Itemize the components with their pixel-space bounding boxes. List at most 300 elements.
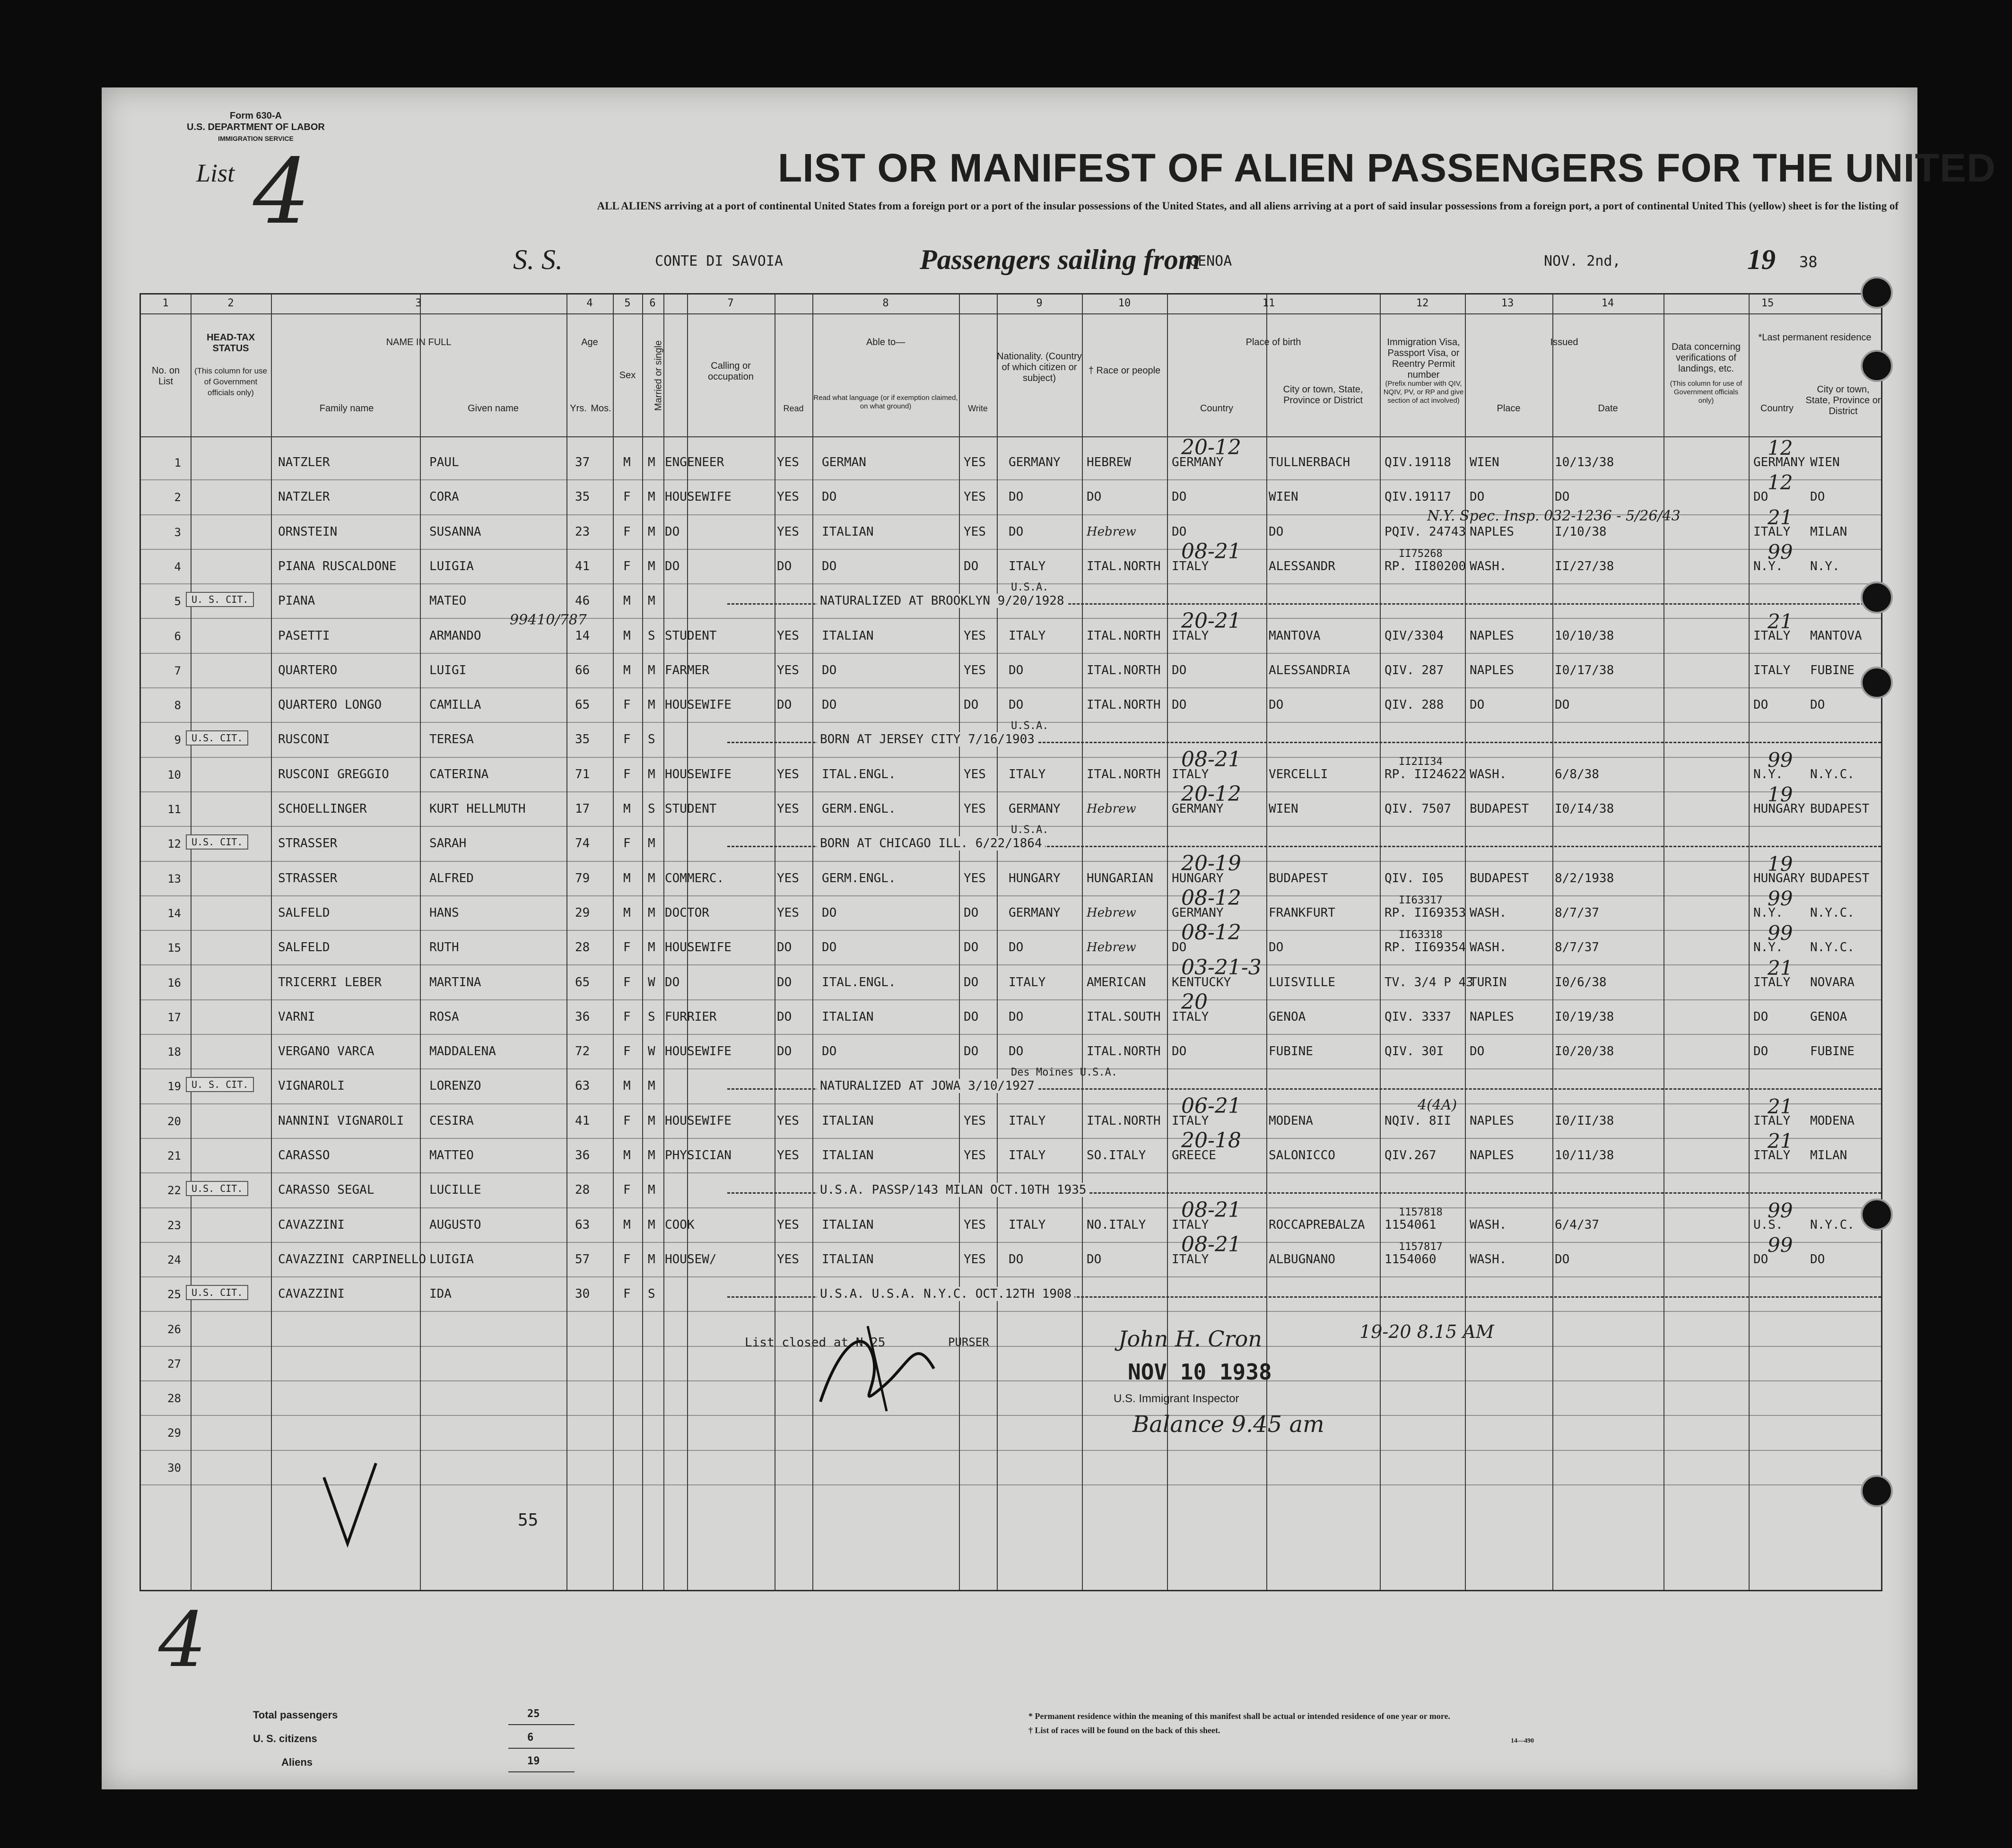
- sex: F: [623, 1113, 631, 1128]
- visa-number: 1154061: [1385, 1217, 1437, 1232]
- page-count: 55: [518, 1510, 539, 1530]
- marital-status: M: [648, 940, 655, 955]
- visa-number: QIV.267: [1385, 1148, 1437, 1163]
- header-age-mos: Mos.: [591, 403, 611, 414]
- aliens-label: Aliens: [281, 1756, 313, 1768]
- row-number: 21: [167, 1149, 181, 1163]
- given-name: CATERINA: [429, 767, 489, 781]
- birth-city: FRANKFURT: [1269, 905, 1335, 920]
- residence-city: DO: [1810, 490, 1825, 504]
- sex: F: [623, 940, 631, 955]
- birth-country: DO: [1172, 490, 1187, 504]
- age-years: 37: [575, 455, 590, 469]
- given-name: KURT HELLMUTH: [429, 802, 526, 816]
- issued-date: DO: [1555, 490, 1570, 504]
- issued-place: DO: [1470, 1044, 1485, 1059]
- header-residence-country: Country: [1760, 403, 1794, 414]
- residence-code: 99: [1768, 540, 1793, 564]
- given-name: LUIGIA: [429, 559, 474, 573]
- residence-city: N.Y.C.: [1810, 1217, 1855, 1232]
- header-visa-note: (Prefix number with QIV, NQIV, PV, or RP and give section of act involved): [1383, 380, 1464, 405]
- issued-date: 8/2/1938: [1555, 871, 1614, 885]
- sex: F: [623, 767, 631, 781]
- family-name: QUARTERO: [278, 663, 338, 677]
- birth-city: VERCELLI: [1269, 767, 1328, 781]
- col-number-15: 15: [1761, 297, 1774, 309]
- read-language: ITALIAN: [822, 1009, 874, 1024]
- birth-city: MANTOVA: [1269, 628, 1321, 643]
- occupation: STUDENT: [665, 802, 717, 816]
- residence-country: DO: [1753, 1009, 1768, 1024]
- family-name: NATZLER: [278, 455, 330, 469]
- occupation: HOUSEW/: [665, 1252, 717, 1267]
- residence-country: ITALY: [1753, 628, 1791, 643]
- can-read: YES: [777, 524, 799, 539]
- issued-date: I0/I4/38: [1555, 802, 1614, 816]
- row-number: 10: [167, 768, 181, 781]
- visa-number: RP. II24622: [1385, 767, 1466, 781]
- birth-city: MODENA: [1269, 1113, 1313, 1128]
- can-read: YES: [777, 628, 799, 643]
- row-number: 12: [167, 837, 181, 851]
- row-number: 23: [167, 1218, 181, 1232]
- marital-status: S: [648, 1009, 655, 1024]
- col-number-5: 5: [624, 297, 631, 309]
- residence-code: 99: [1768, 1198, 1793, 1222]
- residence-country: ITALY: [1753, 663, 1791, 677]
- marital-status: M: [648, 594, 655, 608]
- residence-country: ITALY: [1753, 1148, 1791, 1163]
- nationality: DO: [1009, 1044, 1024, 1059]
- table-row: [141, 1093, 1881, 1139]
- sex: F: [623, 559, 631, 573]
- race: Hebrew: [1087, 940, 1136, 955]
- race: DO: [1087, 1252, 1102, 1267]
- can-read: YES: [777, 802, 799, 816]
- occupation: COMMERC.: [665, 871, 724, 885]
- given-name: ALFRED: [429, 871, 474, 885]
- sex: F: [623, 1009, 631, 1024]
- race: ITAL.NORTH: [1087, 628, 1161, 643]
- table-row: [141, 435, 1881, 480]
- marital-status: M: [648, 871, 655, 885]
- visa-number: RP. II69354: [1385, 940, 1466, 955]
- table-row: [141, 782, 1881, 827]
- marital-status: M: [648, 455, 655, 469]
- us-citizen-stamp: U.S. CIT.: [186, 1285, 248, 1300]
- issued-date: I/10/38: [1555, 524, 1607, 539]
- marital-status: S: [648, 732, 655, 747]
- can-read: YES: [777, 1113, 799, 1128]
- table-row: [141, 1232, 1881, 1277]
- issued-place: DO: [1470, 698, 1485, 712]
- family-name: CARASSO SEGAL: [278, 1183, 375, 1197]
- handwritten-code: 08-21: [1181, 539, 1241, 564]
- total-passengers-label: Total passengers: [253, 1709, 338, 1721]
- can-read: YES: [777, 767, 799, 781]
- nationality: DO: [1009, 490, 1024, 504]
- table-row: [141, 608, 1881, 654]
- visa-number-secondary: II2II34: [1399, 755, 1443, 768]
- read-language: DO: [822, 559, 837, 573]
- table-row: [141, 688, 1881, 723]
- col-number-2: 2: [227, 297, 234, 309]
- residence-city: N.Y.C.: [1810, 905, 1855, 920]
- issued-place: NAPLES: [1470, 628, 1514, 643]
- residence-country: HUNGARY: [1753, 802, 1805, 816]
- nationality: ITALY: [1009, 628, 1046, 643]
- table-row: [141, 581, 1881, 619]
- row-number: 7: [174, 664, 181, 677]
- birth-country: GERMANY: [1172, 802, 1224, 816]
- issued-place: BUDAPEST: [1470, 871, 1529, 885]
- handwritten-annotation: 4(4A): [1418, 1096, 1457, 1113]
- handwritten-code: 20-12: [1181, 782, 1241, 806]
- can-write: YES: [964, 802, 986, 816]
- can-read: YES: [777, 871, 799, 885]
- birth-city: BUDAPEST: [1269, 871, 1328, 885]
- marital-status: M: [648, 767, 655, 781]
- row-number: 27: [167, 1357, 181, 1371]
- handwritten-annotation: N.Y. Spec. Insp. 032-1236 - 5/26/43: [1427, 507, 1681, 524]
- occupation: STUDENT: [665, 628, 717, 643]
- row-number: 17: [167, 1010, 181, 1024]
- header-name-in-full: NAME IN FULL: [386, 337, 452, 347]
- us-citizen-stamp: U.S. CIT.: [186, 730, 248, 746]
- header-landing-note: (This column for use of Government officials only): [1670, 380, 1742, 405]
- page-title: LIST OR MANIFEST OF ALIEN PASSENGERS FOR THE UNITED: [778, 146, 1996, 190]
- header-race: † Race or people: [1088, 365, 1161, 376]
- race: Hebrew: [1087, 802, 1136, 816]
- header-no-on-list: No. on List: [152, 365, 180, 387]
- residence-city: FUBINE: [1810, 663, 1855, 677]
- row-number: 25: [167, 1288, 181, 1301]
- family-name: SALFELD: [278, 940, 330, 955]
- nationality: DO: [1009, 524, 1024, 539]
- residence-city: FUBINE: [1810, 1044, 1855, 1059]
- nationality: ITALY: [1009, 767, 1046, 781]
- inspection-balance-note: Balance 9.45 am: [1132, 1411, 1324, 1438]
- issued-date: I0/20/38: [1555, 1044, 1614, 1059]
- marital-status: S: [648, 628, 655, 643]
- table-row: [141, 1035, 1881, 1069]
- footnote-residence: * Permanent residence within the meaning of this manifest shall be actual or intended residence of one year or more.: [1028, 1711, 1450, 1721]
- family-name: STRASSER: [278, 871, 338, 885]
- read-language: ITALIAN: [822, 1113, 874, 1128]
- occupation: FARMER: [665, 663, 709, 677]
- residence-code: 99: [1768, 886, 1793, 910]
- age-years: 17: [575, 802, 590, 816]
- ship-name: CONTE DI SAVOIA: [655, 253, 783, 269]
- age-years: 41: [575, 1113, 590, 1128]
- table-row: [141, 920, 1881, 965]
- citizenship-note: NATURALIZED AT BROOKLYN 9/20/1928: [817, 594, 1067, 608]
- sex: M: [623, 905, 631, 920]
- issued-date: II/27/38: [1555, 559, 1614, 573]
- issued-date: 8/7/37: [1555, 940, 1599, 955]
- age-years: 36: [575, 1009, 590, 1024]
- handwritten-code: 08-21: [1181, 747, 1241, 772]
- given-name: MADDALENA: [429, 1044, 496, 1059]
- occupation: DOCTOR: [665, 905, 709, 920]
- visa-number: QIV. 3337: [1385, 1009, 1451, 1024]
- family-name: PASETTI: [278, 628, 330, 643]
- given-name: CAMILLA: [429, 698, 481, 712]
- can-write: YES: [964, 628, 986, 643]
- col-number-7: 7: [727, 297, 734, 309]
- page-subtitle: ALL ALIENS arriving at a port of continental United States from a foreign port or a port of the insular possessions of the United States, and all aliens arriving at a port of said insular possessions from a foreign port, a port of continental United This (yellow) sheet is for the listing of: [597, 200, 1899, 212]
- ss-label: S. S.: [513, 244, 563, 275]
- birth-country: DO: [1172, 1044, 1187, 1059]
- can-write: YES: [964, 490, 986, 504]
- race: HUNGARIAN: [1087, 871, 1153, 885]
- manifest-footer: [139, 1591, 1880, 1789]
- given-name: TERESA: [429, 732, 474, 747]
- occupation: ENGENEER: [665, 455, 724, 469]
- given-name: IDA: [429, 1287, 452, 1301]
- visa-number: QIV.19118: [1385, 455, 1451, 469]
- family-name: STRASSER: [278, 836, 338, 851]
- birth-city: TULLNERBACH: [1269, 455, 1350, 469]
- table-row: [141, 1312, 1881, 1347]
- read-language: DO: [822, 905, 837, 920]
- given-name: MARTINA: [429, 975, 481, 989]
- row-number: 24: [167, 1253, 181, 1267]
- header-calling: Calling or occupation: [708, 361, 754, 382]
- marital-status: M: [648, 663, 655, 677]
- inspector-stamp-title: U.S. Immigrant Inspector: [1114, 1392, 1239, 1405]
- citizenship-country: U.S.A.: [1011, 581, 1049, 594]
- purser-signature: [811, 1317, 953, 1421]
- visa-number: PQIV. 24743: [1385, 524, 1466, 539]
- visa-number: QIV/3304: [1385, 628, 1444, 643]
- can-write: YES: [964, 1252, 986, 1267]
- table-row: [141, 1069, 1881, 1104]
- read-language: GERM.ENGL.: [822, 802, 896, 816]
- residence-code: 12: [1768, 436, 1793, 460]
- age-years: 30: [575, 1287, 590, 1301]
- visa-number: QIV. 287: [1385, 663, 1444, 677]
- age-years: 36: [575, 1148, 590, 1163]
- issued-date: 6/4/37: [1555, 1217, 1599, 1232]
- header-birth-city: City or town, State, Province or District: [1283, 384, 1363, 406]
- table-row: [141, 1277, 1881, 1312]
- handwritten-code: 06-21: [1181, 1093, 1241, 1118]
- nationality: ITALY: [1009, 1148, 1046, 1163]
- marital-status: M: [648, 698, 655, 712]
- visa-number: RP. II69353: [1385, 905, 1466, 920]
- issued-date: I0/17/38: [1555, 663, 1614, 677]
- residence-country: N.Y.: [1753, 767, 1783, 781]
- table-row: [141, 747, 1881, 792]
- residence-code: 21: [1768, 505, 1793, 529]
- given-name: MATTEO: [429, 1148, 474, 1163]
- occupation: DO: [665, 559, 680, 573]
- visa-number-secondary: 1157817: [1399, 1241, 1443, 1253]
- col-number-9: 9: [1036, 297, 1043, 309]
- family-name: RUSCONI: [278, 732, 330, 747]
- row-number: 6: [174, 629, 181, 643]
- visa-number-secondary: II63318: [1399, 929, 1443, 941]
- citizenship-note: BORN AT JERSEY CITY 7/16/1903: [817, 732, 1037, 746]
- nationality: DO: [1009, 1009, 1024, 1024]
- family-name: CARASSO: [278, 1148, 330, 1163]
- can-write: YES: [964, 455, 986, 469]
- birth-country: GERMANY: [1172, 905, 1224, 920]
- nationality: DO: [1009, 698, 1024, 712]
- sex: F: [623, 490, 631, 504]
- can-write: DO: [964, 905, 979, 920]
- can-write: YES: [964, 663, 986, 677]
- us-citizens-label: U. S. citizens: [253, 1733, 317, 1744]
- header-write: Write: [968, 404, 988, 413]
- given-name: RUTH: [429, 940, 459, 955]
- table-row: [141, 1173, 1881, 1208]
- can-read: DO: [777, 698, 792, 712]
- sex: M: [623, 1148, 631, 1163]
- citizenship-country: U.S.A.: [1011, 720, 1049, 732]
- birth-city: GENOA: [1269, 1009, 1306, 1024]
- residence-city: GENOA: [1810, 1009, 1847, 1024]
- punch-hole-icon: [1861, 667, 1893, 699]
- citizenship-note: U.S.A. U.S.A. N.Y.C. OCT.12TH 1908: [817, 1287, 1074, 1301]
- row-number: 3: [174, 525, 181, 539]
- row-number: 16: [167, 976, 181, 989]
- table-row: [141, 539, 1881, 584]
- birth-city: ALESSANDR: [1269, 559, 1335, 573]
- col-number-12: 12: [1416, 297, 1429, 309]
- occupation: HOUSEWIFE: [665, 940, 732, 955]
- residence-country: DO: [1753, 1252, 1768, 1267]
- given-name: CORA: [429, 490, 459, 504]
- sex: F: [623, 1183, 631, 1197]
- age-years: 72: [575, 1044, 590, 1059]
- occupation: PHYSICIAN: [665, 1148, 732, 1163]
- residence-code: 21: [1768, 609, 1793, 633]
- issued-place: WASH.: [1470, 940, 1507, 955]
- corner-number: 4: [158, 1596, 207, 1684]
- col-number-10: 10: [1118, 297, 1131, 309]
- row-number: 4: [174, 560, 181, 573]
- issued-place: WASH.: [1470, 1252, 1507, 1267]
- occupation: FURRIER: [665, 1009, 717, 1024]
- given-name: LUIGIA: [429, 1252, 474, 1267]
- residence-code: 99: [1768, 1233, 1793, 1257]
- birth-city: LUISVILLE: [1269, 975, 1335, 989]
- issued-place: WASH.: [1470, 767, 1507, 781]
- can-read: YES: [777, 905, 799, 920]
- us-citizen-stamp: U. S. CIT.: [186, 592, 254, 607]
- given-name: LUIGI: [429, 663, 467, 677]
- birth-country: DO: [1172, 663, 1187, 677]
- sex: M: [623, 628, 631, 643]
- citizenship-country: Des Moines U.S.A.: [1011, 1067, 1118, 1079]
- residence-country: N.Y.: [1753, 905, 1783, 920]
- purser-label: PURSER: [948, 1336, 989, 1349]
- header-sex: Sex: [619, 370, 636, 381]
- age-years: 41: [575, 559, 590, 573]
- can-write: DO: [964, 559, 979, 573]
- residence-code: 21: [1768, 956, 1793, 980]
- sex: M: [623, 871, 631, 885]
- table-row: [141, 955, 1881, 1000]
- table-row: [141, 1381, 1881, 1416]
- row-number: 19: [167, 1080, 181, 1093]
- can-write: YES: [964, 1148, 986, 1163]
- family-name: VERGANO VARCA: [278, 1044, 375, 1059]
- punch-hole-icon: [1861, 1198, 1893, 1231]
- race: ITAL.SOUTH: [1087, 1009, 1161, 1024]
- departure-date: NOV. 2nd,: [1544, 253, 1621, 269]
- visa-number: QIV. 7507: [1385, 802, 1451, 816]
- sex: F: [623, 975, 631, 989]
- form-service: IMMIGRATION SERVICE: [218, 135, 294, 142]
- row-number: 26: [167, 1322, 181, 1336]
- occupation: HOUSEWIFE: [665, 490, 732, 504]
- issued-date: 6/8/38: [1555, 767, 1599, 781]
- can-read: DO: [777, 1009, 792, 1024]
- can-write: YES: [964, 524, 986, 539]
- can-write: DO: [964, 1044, 979, 1059]
- residence-city: BUDAPEST: [1810, 871, 1870, 885]
- table-row: [141, 885, 1881, 931]
- given-name: CESIRA: [429, 1113, 474, 1128]
- can-read: YES: [777, 663, 799, 677]
- can-read: DO: [777, 975, 792, 989]
- birth-country: DO: [1172, 940, 1187, 955]
- occupation: COOK: [665, 1217, 695, 1232]
- read-language: ITALIAN: [822, 1148, 874, 1163]
- list-label: List: [196, 159, 235, 187]
- age-years: 46: [575, 594, 590, 608]
- marital-status: M: [648, 524, 655, 539]
- year-prefix: 19: [1747, 244, 1776, 275]
- visa-number: QIV. I05: [1385, 871, 1444, 885]
- us-citizens-value: 6: [527, 1732, 534, 1744]
- residence-city: N.Y.C.: [1810, 940, 1855, 955]
- can-write: YES: [964, 767, 986, 781]
- residence-city: BUDAPEST: [1810, 802, 1870, 816]
- inspector-signature: John H. Cron: [1118, 1326, 1262, 1352]
- header-married: Married or single: [653, 340, 664, 411]
- read-language: ITALIAN: [822, 524, 874, 539]
- residence-city: MODENA: [1810, 1113, 1855, 1128]
- age-years: 57: [575, 1252, 590, 1267]
- residence-code: 99: [1768, 748, 1793, 772]
- age-years: 79: [575, 871, 590, 885]
- issued-date: 10/10/38: [1555, 628, 1614, 643]
- sex: F: [623, 698, 631, 712]
- row-number: 8: [174, 699, 181, 712]
- nationality: ITALY: [1009, 1217, 1046, 1232]
- residence-city: N.Y.C.: [1810, 767, 1855, 781]
- race: ITAL.NORTH: [1087, 767, 1161, 781]
- given-name: MATEO: [429, 594, 467, 608]
- nationality: HUNGARY: [1009, 871, 1061, 885]
- header-residence-city: City or town, State, Province or District: [1805, 384, 1881, 416]
- sex: F: [623, 1044, 631, 1059]
- race: AMERICAN: [1087, 975, 1146, 989]
- can-write: DO: [964, 940, 979, 955]
- can-write: DO: [964, 1009, 979, 1024]
- nationality: ITALY: [1009, 559, 1046, 573]
- citizenship-note: BORN AT CHICAGO ILL. 6/22/1864: [817, 836, 1045, 850]
- col-number-1: 1: [162, 297, 169, 309]
- header-family-name: Family name: [319, 403, 374, 414]
- table-row: [141, 1416, 1881, 1450]
- race: ITAL.NORTH: [1087, 1113, 1161, 1128]
- family-name: CAVAZZINI CARPINELLO: [278, 1252, 427, 1267]
